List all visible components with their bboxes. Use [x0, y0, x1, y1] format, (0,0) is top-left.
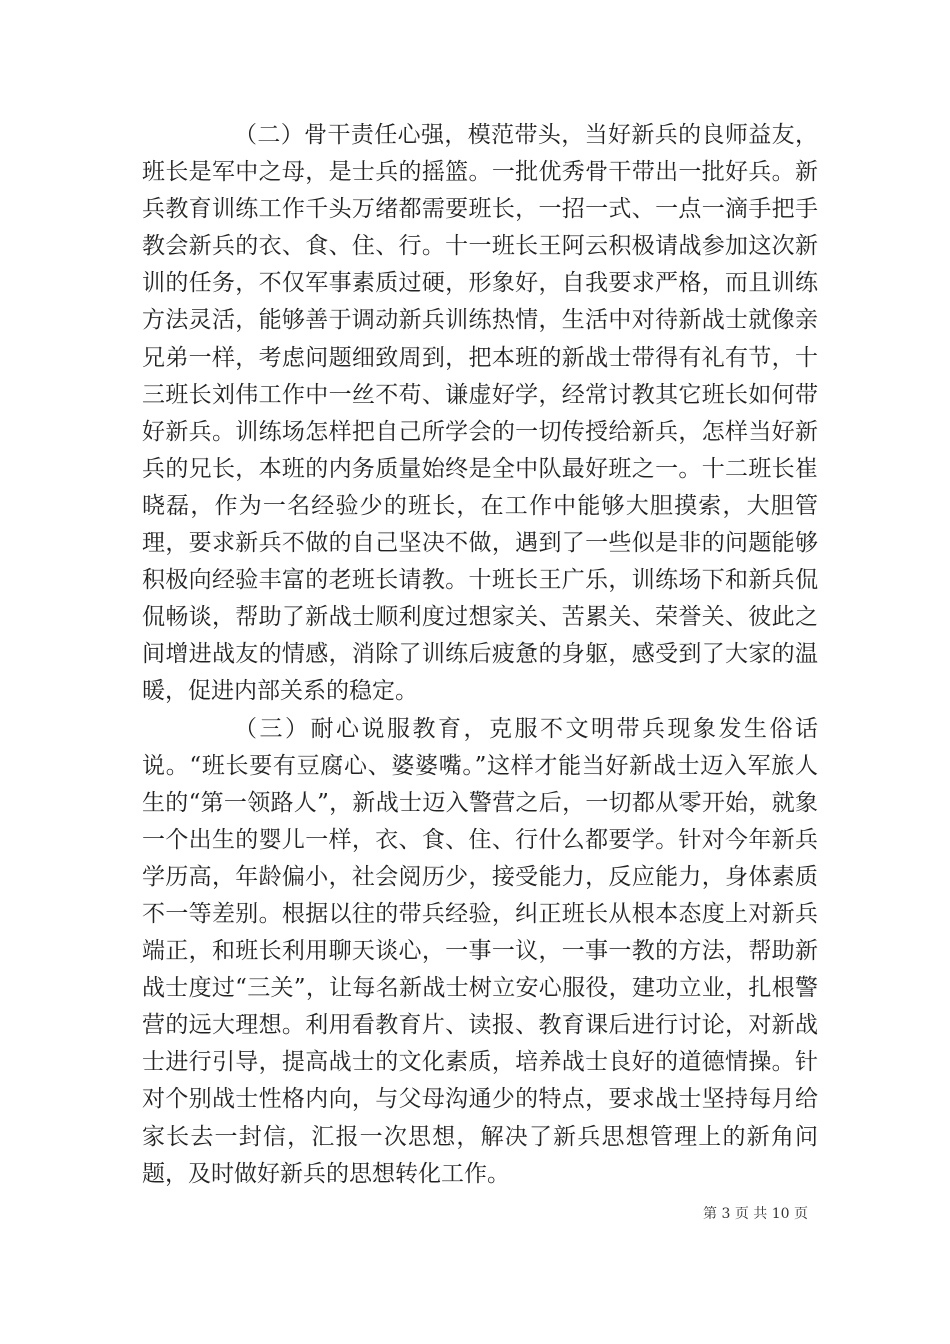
page-number-footer: 第 3 页 共 10 页 — [703, 1206, 808, 1222]
paragraph-patient-education: （三）耐心说服教育，克服不文明带兵现象发生俗话说。“班长要有豆腐心、婆婆嘴。”这样才能当好新战士迈入军旅人生的“第一领路人”，新战士迈入警营之后，一切都从零开始，就象一个出生的婴儿一样，衣、食、住、行什么都要学。针对今年新兵学历高，年龄偏小，社会阅历少，接受能力，反应能力，身体素质不一等差别。根据以往的带兵经验，纠正班长从根本态度上对新兵端正，和班长利用聊天谈心，一事一议，一事一教的方法，帮助新战士度过“三关”，让每名新战士树立安心服役，建功立业，扎根警营的远大理想。利用看教育片、读报、教育课后进行讨论，对新战士进行引导，提高战士的文化素质，培养战士良好的道德情操。针对个别战士性格内向，与父母沟通少的特点，要求战士坚持每月给家长去一封信，汇报一次思想，解决了新兵思想管理上的新角问题，及时做好新兵的思想转化工作。 — [142, 715, 818, 1187]
paragraph-backbone-responsibility: （二）骨干责任心强，模范带头，当好新兵的良师益友，班长是军中之母，是士兵的摇篮。一批优秀骨干带出一批好兵。新兵教育训练工作千头万绪都需要班长，一招一式、一点一滴手把手教会新兵的衣、食、住、行。十一班长王阿云积极请战参加这次新训的任务，不仅军事素质过硬，形象好，自我要求严格，而且训练方法灵活，能够善于调动新兵训练热情，生活中对待新战士就像亲兄弟一样，考虑问题细致周到，把本班的新战士带得有礼有节，十三班长刘伟工作中一丝不苟、谦虚好学，经常讨教其它班长如何带好新兵。训练场怎样把自己所学会的一切传授给新兵，怎样当好新兵的兄长，本班的内务质量始终是全中队最好班之一。十二班长崔晓磊，作为一名经验少的班长，在工作中能够大胆摸索，大胆管理，要求新兵不做的自己坚决不做，遇到了一些似是非的问题能够积极向经验丰富的老班长请教。十班长王广乐，训练场下和新兵侃侃畅谈，帮助了新战士顺利度过想家关、苦累关、荣誉关、彼此之间增进战友的情感，消除了训练后疲惫的身躯，感受到了大家的温暖，促进内部关系的稳定。 — [142, 122, 818, 705]
document-body — [142, 117, 818, 1193]
